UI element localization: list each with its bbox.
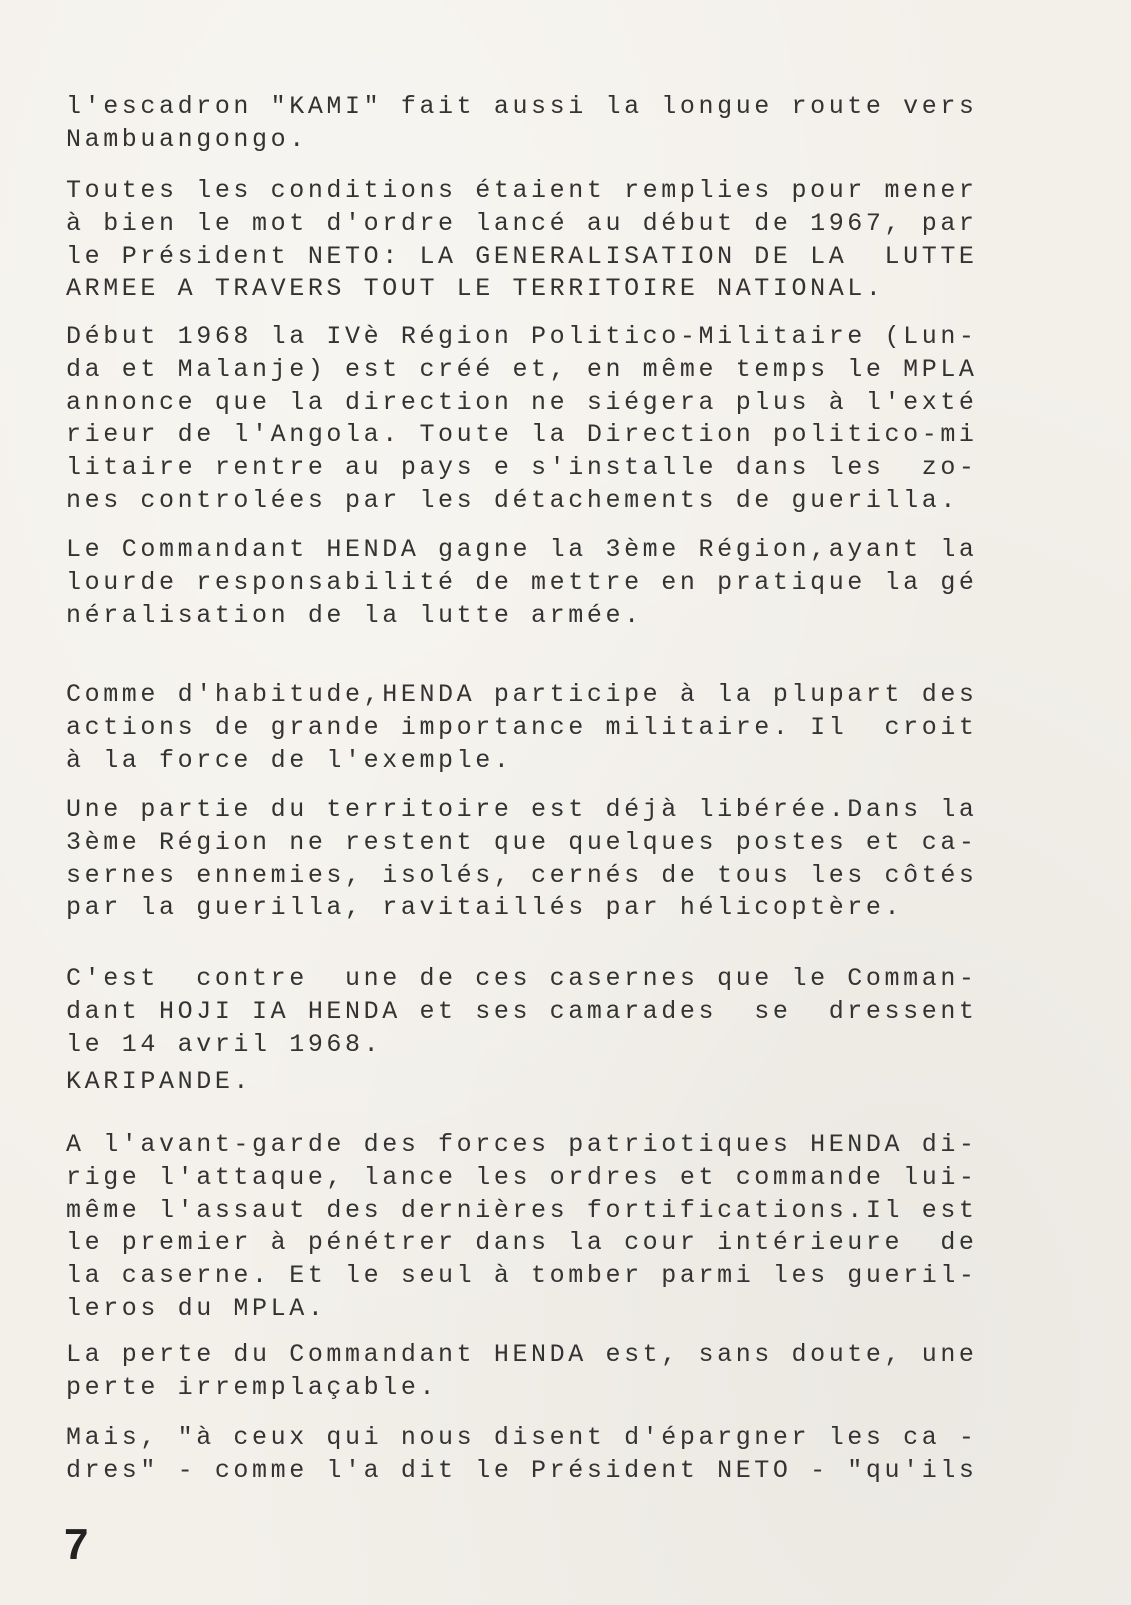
text-line: à la force de l'exemple. xyxy=(66,745,513,775)
text-line: la caserne. Et le seul à tomber parmi les gueril- xyxy=(66,1261,978,1291)
text-line: ARMEE A TRAVERS TOUT LE TERRITOIRE NATIONAL. xyxy=(66,274,885,304)
text-line: rige l'attaque, lance les ordres et commande lui- xyxy=(66,1162,978,1192)
text-line: KARIPANDE. xyxy=(66,1067,253,1096)
text-line: C'est contre une de ces casernes que le Comman- xyxy=(66,964,978,993)
page-number: 7 xyxy=(64,1520,89,1569)
text-line: dres" - comme l'a dit le Président NETO - "qu'ils xyxy=(66,1455,978,1485)
text-line: annonce que la direction ne siégera plus à l'exté xyxy=(66,387,978,417)
text-line: sernes ennemies, isolés, cernés de tous les côtés xyxy=(66,860,978,890)
text-line: lourde responsabilité de mettre en pratique la gé xyxy=(66,567,978,597)
text-line: l'escadron "KAMI" fait aussi la longue route vers xyxy=(66,92,978,121)
text-line: da et Malanje) est créé et, en même temps le MPLA xyxy=(66,354,978,384)
text-line: perte irremplaçable. xyxy=(66,1372,439,1402)
text-line: Nambuangongo. xyxy=(66,124,308,154)
text-line: Comme d'habitude,HENDA participe à la plupart des xyxy=(66,680,978,709)
text-line: La perte du Commandant HENDA est, sans doute, une xyxy=(66,1340,978,1369)
text-line: par la guerilla, ravitaillés par hélicoptère. xyxy=(66,893,904,923)
text-line: 3ème Région ne restent que quelques postes et ca- xyxy=(66,827,978,857)
text-line: Début 1968 la IVè Région Politico-Militaire (Lun- xyxy=(66,322,978,351)
text-line: le Président NETO: LA GENERALISATION DE LA LUTTE xyxy=(66,241,978,271)
text-line: le 14 avril 1968. xyxy=(66,1029,383,1059)
text-line: même l'assaut des dernières fortifications.Il est xyxy=(66,1195,978,1225)
text-line: actions de grande importance militaire. Il croit xyxy=(66,712,978,742)
text-line: Une partie du territoire est déjà libérée.Dans la xyxy=(66,795,978,824)
text-line: A l'avant-garde des forces patriotiques HENDA di- xyxy=(66,1130,978,1159)
text-line: leros du MPLA. xyxy=(66,1294,327,1323)
text-line: le premier à pénétrer dans la cour intérieure de xyxy=(66,1228,978,1258)
text-line: à bien le mot d'ordre lancé au début de 1967, par xyxy=(66,208,978,238)
text-line: litaire rentre au pays e s'installe dans les zo- xyxy=(66,453,978,483)
text-line: dant HOJI IA HENDA et ses camarades se dressent xyxy=(66,996,978,1026)
text-line: Le Commandant HENDA gagne la 3ème Région,ayant la xyxy=(66,535,978,564)
text-line: rieur de l'Angola. Toute la Direction politico-mi xyxy=(66,420,978,450)
text-line: Mais, "à ceux qui nous disent d'épargner les ca - xyxy=(66,1423,978,1452)
text-line: néralisation de la lutte armée. xyxy=(66,600,643,630)
text-line: Toutes les conditions étaient remplies pour mener xyxy=(66,176,978,205)
text-line: nes controlées par les détachements de guerilla. xyxy=(66,486,959,515)
